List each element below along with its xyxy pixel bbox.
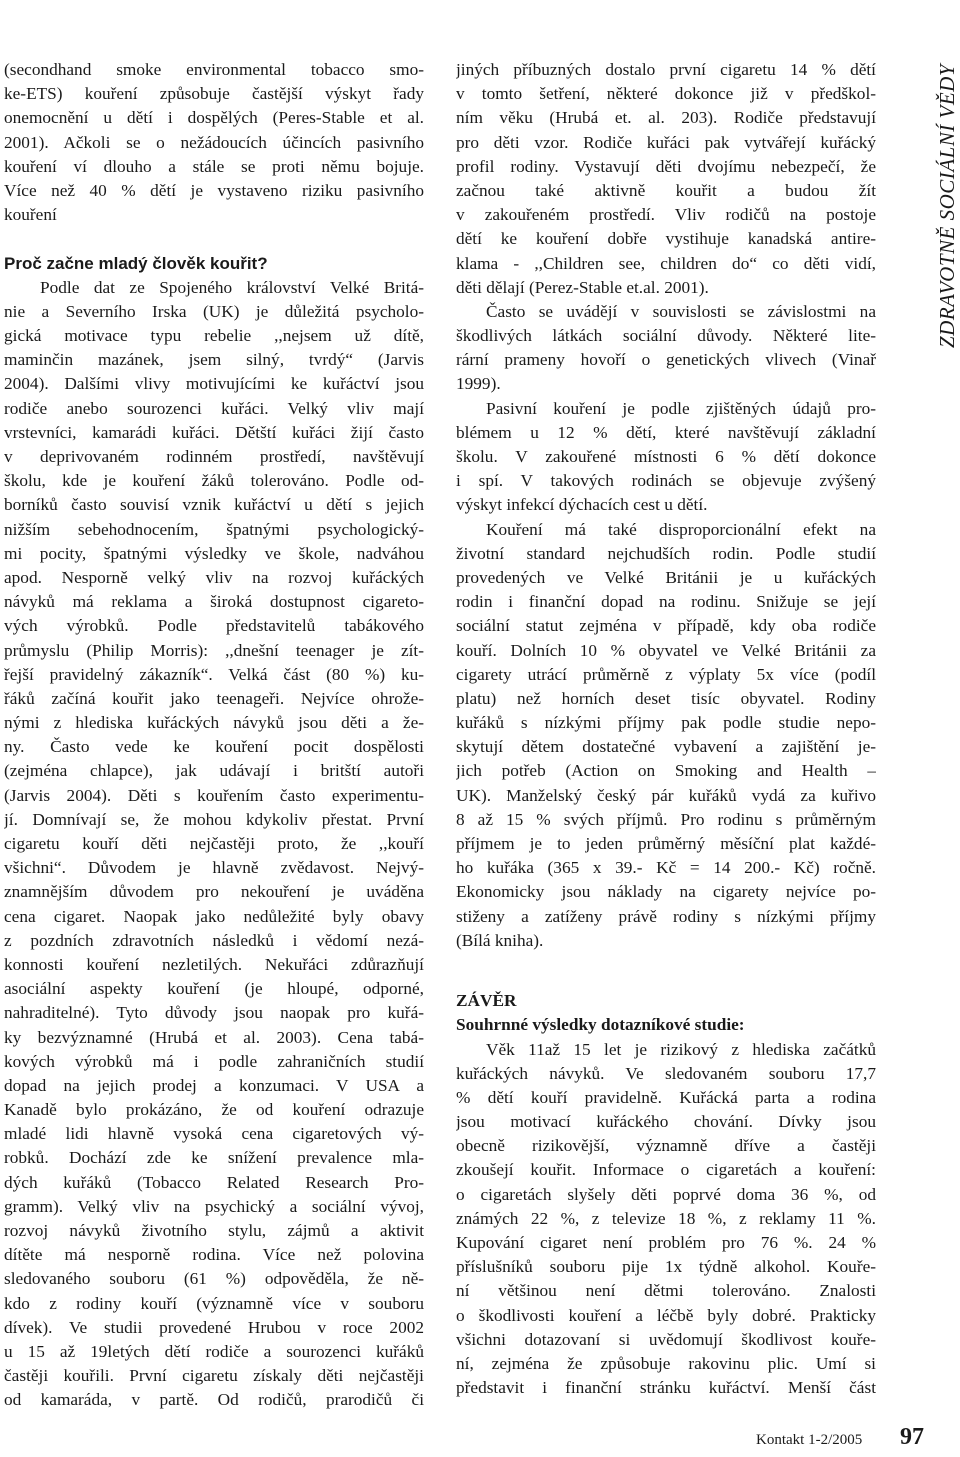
text-line: 2004). Dalšími vlivy motivujícími ke kuřáctví jsou: [4, 374, 424, 394]
text-line: skytují dětem dostatečné vybavení a zajištění je-: [456, 737, 876, 757]
text-line: ky bezvýznamné (Hrubá et al. 2003). Cena tabá-: [4, 1027, 424, 1047]
text-line: v zakouřeném prostředí. Vliv rodičů na postoje: [456, 205, 876, 225]
text-line: Kupování cigaret není problém pro 76 %. 24 %: [456, 1233, 876, 1252]
text-line: škodlivých látkách sociální důvody. Některé lite-: [456, 326, 876, 346]
text-line: školu, kde je kouření žáků tolerováno. Podle od-: [4, 471, 424, 491]
text-line: dětí ke kouření dobře vystihuje kanadská antire-: [456, 229, 876, 249]
text-line: profil rodiny. Vystavují děti dvojímu nebezpečí, že: [456, 156, 876, 176]
text-line: v deprivovaném rodinném prostředí, navštěvují: [4, 447, 424, 466]
text-line: kdo z rodiny kouří (významně více v souboru: [4, 1293, 424, 1313]
text-line: blémem u 12 % dětí, které navštěvují základní: [456, 422, 876, 442]
text-line: všichni“. Důvodem je hlavně zvědavost. Nejvý-: [4, 858, 424, 878]
text-line: dítěte má nesporně rodina. Více než polovina: [4, 1245, 424, 1265]
text-line: Více než 40 % dětí je vystaveno riziku pasivního: [4, 180, 424, 200]
text-line: příslušníků souboru pije 1x týdně alkohol. Kouře-: [456, 1257, 876, 1277]
text-line: vrstevníci, kamarádi kuřáci. Dětští kuřáci žijí často: [4, 422, 424, 442]
text-line: dopad na jejich prodej a konzumaci. V USA a: [4, 1075, 424, 1095]
text-line: návyků má reklama a široká dostupnost cigareto-: [4, 592, 424, 612]
text-line: robků. Dochází zde ke snížení prevalence mla-: [4, 1148, 424, 1168]
text-line: pro děti vzor. Rodiče kuřáci pak vytvářejí kuřácký: [456, 132, 876, 152]
text-line: školu. V zakouřené místnosti 6 % dětí dokonce: [456, 447, 876, 466]
text-line: kouření ví dlouho a stále se proti němu bojuje.: [4, 156, 424, 176]
text-line: kouření: [4, 205, 57, 225]
body-paragraph: [4, 276, 424, 1413]
section-heading: Proč začne mladý člověk kouřit?: [4, 253, 268, 273]
text-line: začnou také aktivně kouřit a budou žít: [456, 180, 876, 200]
text-line: provedených ve Velké Británii je u kuřáckých: [456, 567, 876, 587]
text-line: mladé lidi hlavně vysoká cena cigaretových vý-: [4, 1124, 424, 1144]
spacer: [4, 227, 424, 251]
text-line: 2001). Ačkoli se o nežádoucích účincích pasivního: [4, 132, 424, 152]
text-line: řáků začíná kouřit jako teenageři. Nejvíce ohrože-: [4, 688, 424, 708]
text-line: nižším sebehodnocením, špatnými psychologický-: [4, 519, 424, 539]
text-line: Podle dat ze Spojeného království Velké Britá-: [40, 277, 424, 297]
text-line: známých 22 %, z televize 18 %, z reklamy 11 %.: [456, 1208, 876, 1228]
text-line: znamnějším důvodem pro nekouření je uváděna: [4, 882, 424, 902]
text-line: ní většinou není dětmi tolerováno. Znalosti: [456, 1281, 876, 1301]
text-line: výskyt infekcí dýchacích cest u dětí.: [456, 495, 708, 515]
text-line: stiženy a zatíženy právě rodiny s nízkými příjmy: [456, 906, 876, 926]
text-line: obecně rizikovější, významně dříve a častěji: [456, 1136, 876, 1156]
left-column: [4, 58, 424, 1413]
text-line: i spí. V takových rodinách se objevuje zvýšený: [456, 471, 876, 491]
text-line: apod. Nesporně velký vliv na rozvoj kuřáckých: [4, 567, 424, 587]
text-line: Kouření má také disproporcionální efekt na: [486, 519, 876, 539]
text-line: cigarety utrácí průměrně z výplaty 5x více (podíl: [456, 664, 876, 684]
text-line: vých výrobků. Podle představitelů tabákového: [4, 616, 424, 636]
conclusion-paragraph: [456, 1038, 876, 1401]
section-side-title: ZDRAVOTNĚ SOCIÁLNÍ VĚDY: [935, 63, 959, 348]
text-line: (zejména chlapce), jak udávají i britští autoři: [4, 761, 424, 781]
text-line: příjmem je to jeden průměrný měsíční plat každé-: [456, 834, 876, 853]
text-line: kouří. Dolních 10 % obyvatel ve Velké Británii za: [456, 640, 876, 660]
text-line: sledovaného souboru (61 %) odpověděla, že ně-: [4, 1269, 424, 1289]
text-line: mi pocity, špatnými výsledky ve škole, nadváhou: [4, 543, 424, 563]
text-line: (Jarvis 2004). Děti s kouřením často experimentu-: [4, 785, 424, 805]
text-line: nahraditelné). Tyto důvody jsou naopak pro kuřá-: [4, 1003, 424, 1023]
text-line: nými z hlediska kuřáckých návyků jsou děti a že-: [4, 713, 424, 733]
conclusion-heading: ZÁVĚR: [456, 991, 517, 1011]
text-line: řejší pravidelný zákazník“. Velká část (80 %) ku-: [4, 664, 424, 684]
text-line: 8 až 15 % svých příjmů. Pro rodinu s průměrným: [456, 809, 876, 829]
text-line: rodin i finanční dopad na rodinu. Snižuje se její: [456, 592, 876, 612]
text-line: průmyslu (Philip Morris): ,,dnešní teenager je zít-: [4, 640, 424, 660]
text-line: častěji kouřili. První cigaretu získaly děti nejčastěji: [4, 1366, 424, 1386]
text-line: nie a Severního Irska (UK) je důležitá psycholo-: [4, 301, 424, 321]
text-line: Věk 11až 15 let je rizikový z hlediska začátků: [486, 1039, 876, 1059]
text-line: (secondhand smoke environmental tobacco smo-: [4, 60, 424, 79]
right-column: [456, 58, 876, 1400]
text-line: o cigaretách slyšely děti poprvé doma 36 %, od: [456, 1184, 876, 1204]
text-line: sociální statut zejména v případě, kdy oba rodiče: [456, 616, 876, 636]
text-line: od kamaráda, v partě. Od rodičů, prarodičů či: [4, 1390, 424, 1410]
text-line: Často se uvádějí v souvislosti se závislostmi na: [486, 301, 876, 321]
text-line: Pasivní kouření je podle zjištěných údajů pro-: [486, 398, 876, 418]
text-line: borníků často souvisí vznik kuřáctví u dětí s jejich: [4, 495, 424, 515]
spacer: [456, 953, 876, 977]
text-line: ke-ETS) kouření způsobuje častější výskyt řady: [4, 84, 424, 104]
text-line: Kanadě bylo prokázáno, že od kouření odrazuje: [4, 1100, 424, 1120]
text-line: děti dělají (Perez-Stable et.al. 2001).: [456, 277, 709, 297]
text-line: životní standard nejchudších rodin. Podle studií: [456, 543, 876, 563]
text-line: všichni dotazovaní si uvědomují škodlivost kouře-: [456, 1329, 876, 1349]
text-line: (Bílá kniha).: [456, 930, 544, 950]
intro-paragraph: [4, 58, 424, 227]
text-line: gická motivace typu rebelie ,,nejsem už dítě,: [4, 326, 424, 346]
text-line: jsou motivací kuřáckého chování. Dívky jsou: [456, 1112, 876, 1132]
text-line: ho kuřáka (365 x 39.- Kč = 14 200.- Kč) ročně.: [456, 858, 876, 878]
conclusion-subheading: Souhrnné výsledky dotazníkové studie:: [456, 1015, 745, 1035]
text-line: cigaretu kouří děti nejčastěji proto, že ,,kouří: [4, 834, 424, 853]
text-line: ny. Často vede ke kouření pocit dospělosti: [4, 737, 424, 757]
text-line: rozvoj návyků životního stylu, zájmů a aktivit: [4, 1221, 424, 1240]
text-line: jiných příbuzných dostalo první cigaretu 14 % dětí: [456, 60, 876, 79]
text-line: v tomto šetření, některé dokonce již v předškol-: [456, 84, 876, 104]
spacer: [456, 977, 876, 989]
text-line: asociální aspekty kouření (je hloupé, odporné,: [4, 979, 424, 999]
text-line: ním věku (Hrubá et. al. 203). Rodiče představují: [456, 108, 876, 128]
text-line: z pozdních zdravotních následků i vědomí nezá-: [4, 930, 424, 950]
text-line: kových výrobků má i podle zahraničních studií: [4, 1051, 424, 1071]
text-line: 1999).: [456, 374, 501, 394]
text-line: platu) než horních deset tisíc obyvatel. Rodiny: [456, 688, 876, 708]
text-line: Ekonomicky jsou náklady na cigarety nejvíce po-: [456, 882, 876, 902]
text-line: kuřáckých návyků. Ve sledovaném souboru 17,7: [456, 1063, 876, 1083]
text-line: onemocnění u dětí i dospělých (Peres-Stable et al.: [4, 108, 424, 128]
text-line: gramm). Velký vliv na psychický a sociální vývoj,: [4, 1196, 424, 1216]
journal-footer: Kontakt 1-2/2005: [756, 1432, 863, 1448]
page-number: 97: [900, 1424, 924, 1450]
text-line: kuřáků s nízkými příjmy pak podle studie nepo-: [456, 713, 876, 733]
text-line: u 15 až 19letých dětí rodiče a sourozenci kuřáků: [4, 1341, 424, 1361]
text-line: zkoušejí kouřit. Informace o cigaretách a kouření:: [456, 1160, 876, 1180]
text-line: dých kuřáků (Tobacco Related Research Pro-: [4, 1172, 424, 1192]
text-line: představit i finanční stránku kuřáctví. Menší část: [456, 1378, 876, 1398]
text-line: klama - ,,Children see, children do“ co děti vidí,: [456, 253, 876, 273]
text-line: UK). Manželský český pár kuřáků vydá za kuřivo: [456, 785, 876, 805]
text-line: rární prameny hovoří o genetických vlivech (Vinař: [456, 350, 876, 370]
text-line: % dětí kouří pravidelně. Kuřácká parta a rodina: [456, 1087, 876, 1107]
text-line: dívek). Ve studii provedené Hrubou v roce 2002: [4, 1317, 424, 1337]
text-line: ní, zejména že způsobuje rakovinu plic. Umí si: [456, 1353, 876, 1373]
text-line: konnosti kouření nezletilých. Nekuřáci zdůrazňují: [4, 954, 424, 974]
text-line: rodiče anebo sourozenci kuřáci. Velký vliv mají: [4, 398, 424, 418]
text-line: maminčin mazánek, jsem silný, tvrdý“ (Jarvis: [4, 350, 424, 370]
text-line: jí. Domnívají se, že mohou kdykoliv přestat. První: [4, 809, 424, 829]
text-line: jich potřeb (Action on Smoking and Health –: [456, 761, 876, 781]
text-line: o škodlivosti kouření a léčbě byly dobré. Prakticky: [456, 1305, 876, 1325]
text-line: cena cigaret. Naopak jako nedůležité byly obavy: [4, 906, 424, 926]
body-paragraph: [456, 58, 876, 953]
